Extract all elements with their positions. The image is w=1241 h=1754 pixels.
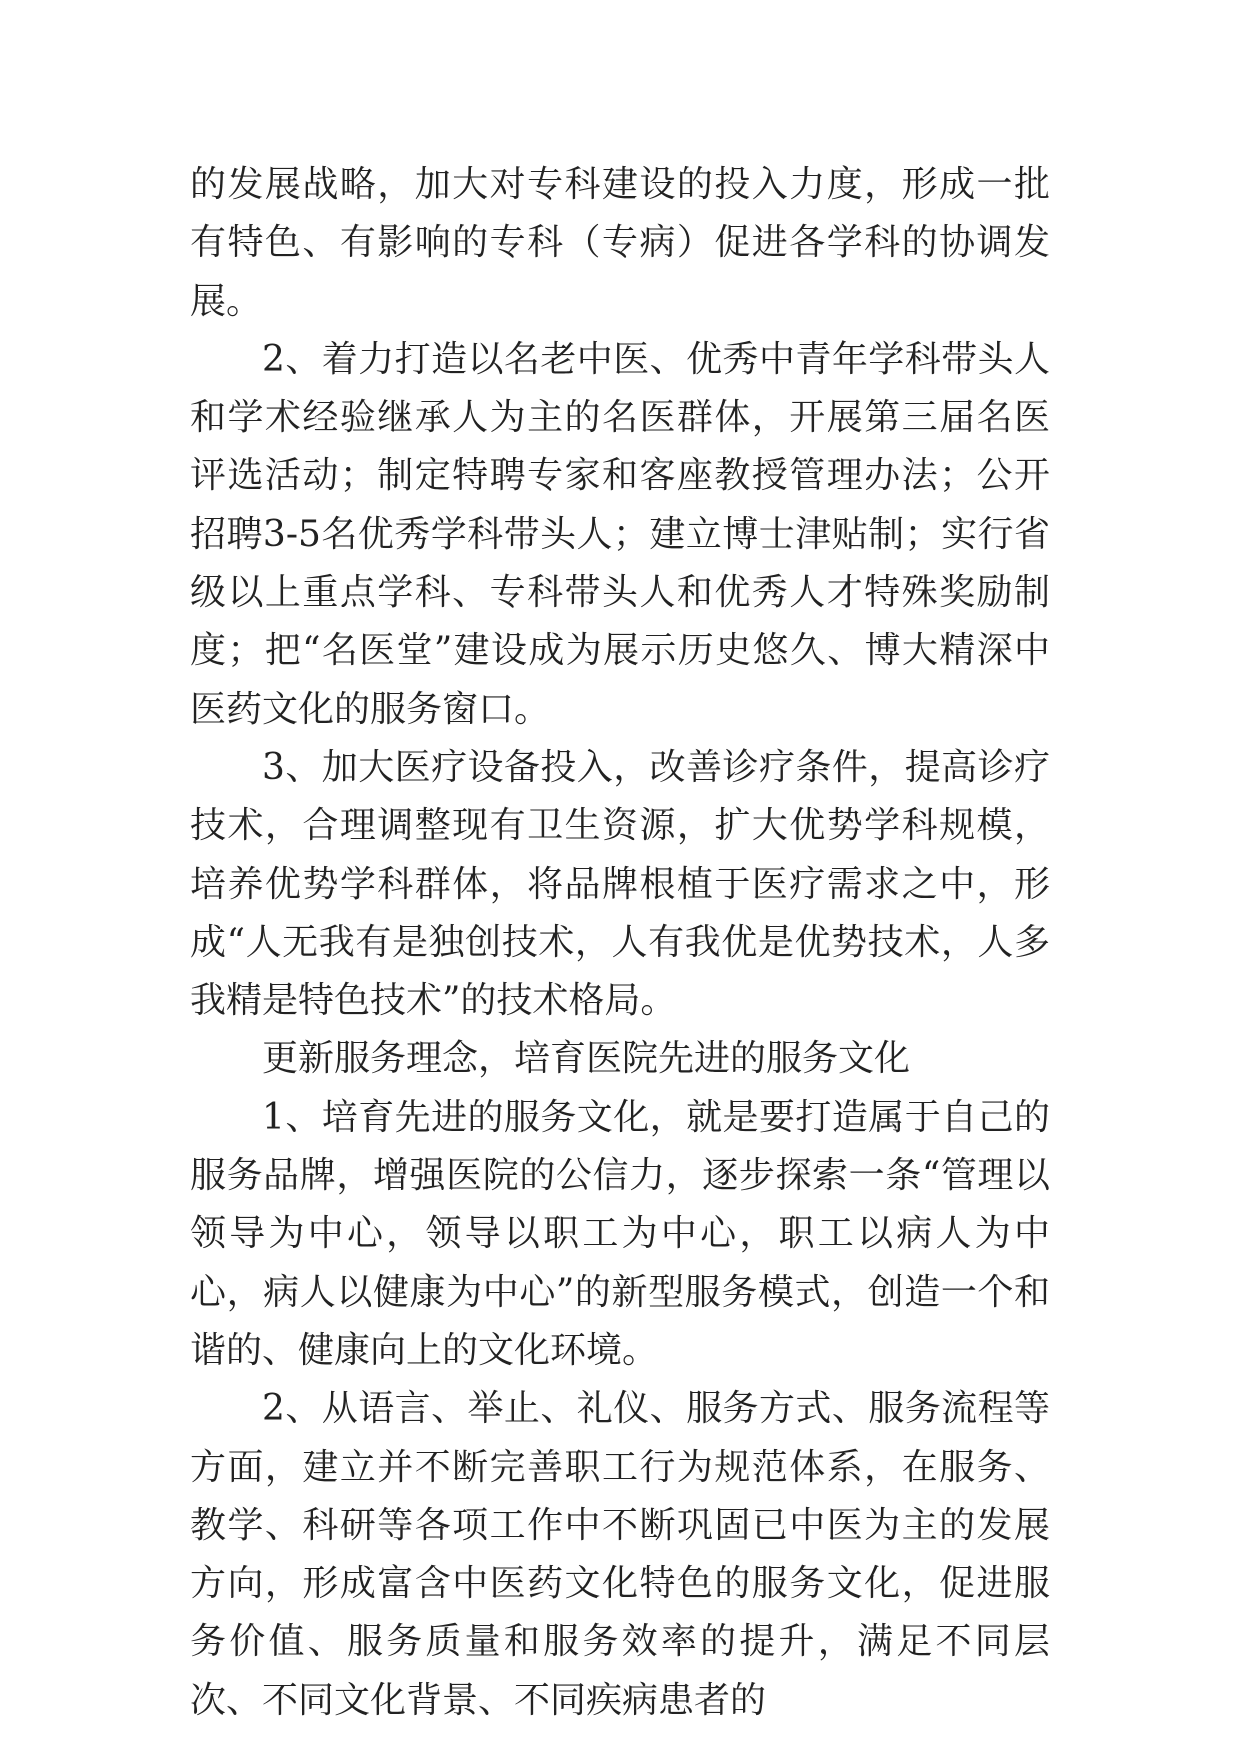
paragraph-item-1-service-culture: 1、培育先进的服务文化，就是要打造属于自己的服务品牌，增强医院的公信力，逐步探索一条“管理以领导为中心，领导以职工为中心，职工以病人为中心，病人以健康为中心”的新型服务模式，创造一个和谐的、健康向上的文化环境。 <box>190 1096 1050 1371</box>
paragraph-item-3-medical-equipment: 3、加大医疗设备投入，改善诊疗条件，提高诊疗技术，合理调整现有卫生资源，扩大优势学科规模，培养优势学科群体，将品牌根植于医疗需求之中，形成“人无我有是独创技术，人有我优是优势技术，人多我精是特色技术”的技术格局。 <box>190 746 1050 1022</box>
section-heading-service-culture: 更新服务理念，培育医院先进的服务文化 <box>262 1038 911 1080</box>
document-body <box>190 156 1050 1730</box>
paragraph-item-2-famous-doctors: 2、着力打造以名老中医、优秀中青年学科带头人和学术经验继承人为主的名医群体，开展第三届名医评选活动；制定特聘专家和客座教授管理办法；公开招聘3-5名优秀学科带头人；建立博士津贴制；实行省级以上重点学科、专科带头人和优秀人才特殊奖励制度；把“名医堂”建设成为展示历史悠久、博大精深中医药文化的服务窗口。 <box>190 338 1050 730</box>
paragraph-strategy-continuation: 的发展战略，加大对专科建设的投入力度，形成一批有特色、有影响的专科（专病）促进各学科的协调发展。 <box>190 164 1050 322</box>
paragraph-item-2-behavior-norms: 2、从语言、举止、礼仪、服务方式、服务流程等方面，建立并不断完善职工行为规范体系，在服务、教学、科研等各项工作中不断巩固已中医为主的发展方向，形成富含中医药文化特色的服务文化，促进服务价值、服务质量和服务效率的提升，满足不同层次、不同文化背景、不同疾病患者的 <box>190 1388 1050 1721</box>
